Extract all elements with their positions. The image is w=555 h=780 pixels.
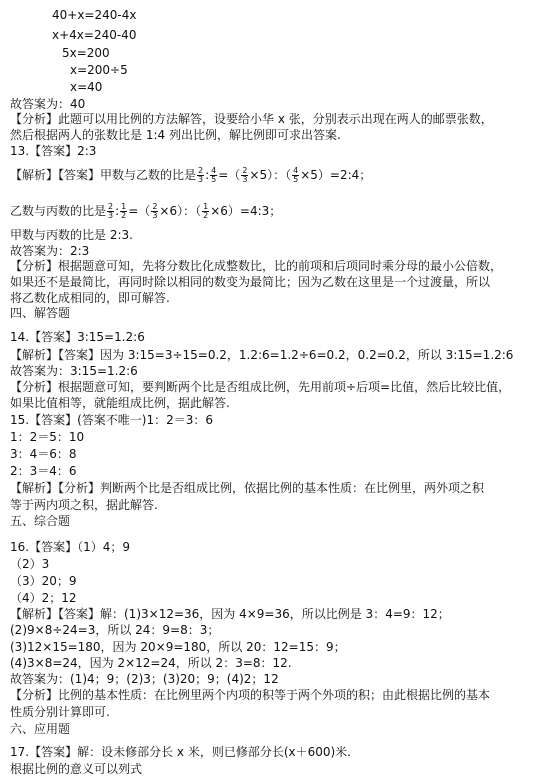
fraction: $\frac{4}{5}$	[211, 166, 217, 184]
answer-item: （4）2；12	[10, 591, 77, 605]
question-heading: 15.【答案】(答案不唯一)1：2＝3：6	[10, 413, 213, 427]
jiexi-line: 【解析】【答案】因为 3:15=3÷15=0.2，1.2:6=1.2÷6=0.2，0.2=0.2，所以 3:15=1.2:6	[10, 348, 514, 362]
line-text: ×6）：（	[159, 204, 202, 218]
equation-step: x=200÷5	[70, 63, 128, 77]
analysis-line: 性质分别计算即可.	[10, 705, 110, 719]
jiexi-line: (2)9×8÷24=3，所以 24：9=8：3；	[10, 623, 220, 637]
fraction: $\frac{2}{3}$	[242, 166, 248, 184]
answer-line: 故答案为：3:15=1.2:6	[10, 364, 138, 378]
fraction: $\frac{2}{3}$	[152, 202, 158, 220]
section-heading: 四、解答题	[10, 306, 71, 320]
analysis-line: 【分析】根据题意可知，先将分数比化成整数比，比的前项和后项同时乘分母的最小公倍数，	[10, 259, 503, 273]
equation-step: x=40	[70, 80, 103, 94]
equation-step: x+4x=240-40	[52, 28, 137, 42]
ratio-line-bc	[10, 200, 281, 222]
section-heading: 五、综合题	[10, 514, 71, 528]
analysis-line: 如果比值相等，就能组成比例，据此解答.	[10, 396, 230, 410]
ratio-example: 1：2＝5：10	[10, 430, 85, 444]
line-text: =（	[218, 168, 241, 182]
analysis-line: 【分析】此题可以用比例的方法解答，设要给小华 x 张，分别表示出现在两人的邮票张数，	[10, 112, 493, 126]
analysis-line: 如果还不是最简比，再同时除以相同的数变为最简比；因为乙数在这里是一个过渡量，所以	[10, 275, 491, 289]
analysis-line: 等于两内项之积，据此解答.	[10, 498, 158, 512]
fraction: $\frac{1}{2}$	[121, 202, 127, 220]
colon: :	[205, 168, 210, 182]
question-heading: 13.【答案】2:3	[10, 144, 97, 158]
ratio-line-ab	[10, 164, 371, 186]
result-line: 甲数与丙数的比是 2:3.	[10, 228, 133, 242]
analysis-line: 【解析】【分析】判断两个比是否组成比例，依据比例的基本性质：在比例里，两外项之积	[10, 481, 485, 495]
line-text: ×5）=2:4；	[300, 168, 372, 182]
analysis-line: 【分析】根据题意可知，要判断两个比是否组成比例，先用前项÷后项=比值，然后比较比值，	[10, 380, 511, 394]
line-text: =（	[128, 204, 151, 218]
answer-item: （3）20；9	[10, 574, 77, 588]
text-line: 根据比例的意义可以列式	[10, 762, 143, 776]
answer-item: （2）3	[10, 557, 50, 571]
line-text: 乙数与丙数的比是	[10, 204, 107, 218]
section-heading: 六、应用题	[10, 722, 71, 736]
answer-line: 故答案为：40	[10, 97, 86, 111]
line-text: ×6）=4:3；	[210, 204, 282, 218]
question-heading: 17.【答案】解：设未修部分长 x 米，则已修部分长(x＋600)米.	[10, 745, 352, 759]
jiexi-line: 【解析】【答案】解：(1)3×12=36，因为 4×9=36，所以比例是 3：4=9：12；	[10, 607, 450, 621]
jiexi-line: (4)3×8=24，因为 2×12=24，所以 2：3=8：12.	[10, 656, 292, 670]
equation-step: 5x=200	[62, 46, 110, 60]
fraction: $\frac{4}{5}$	[293, 166, 299, 184]
ratio-example: 3：4＝6：8	[10, 447, 77, 461]
jiexi-line: (3)12×15=180，因为 20×9=180，所以 20：12=15：9；	[10, 640, 346, 654]
fraction: $\frac{2}{3}$	[108, 202, 114, 220]
colon: :	[115, 204, 120, 218]
ratio-example: 2：3＝4：6	[10, 464, 77, 478]
answer-line: 故答案为：(1)4；9；(2)3；(3)20；9；(4)2；12	[10, 672, 279, 686]
analysis-line: 然后根据两人的张数比是 1:4 列出比例，解比例即可求出答案.	[10, 128, 341, 142]
question-heading: 16.【答案】（1）4；9	[10, 540, 130, 554]
equation-step: 40+x=240-4x	[52, 8, 137, 22]
line-text: ×5）：（	[249, 168, 292, 182]
analysis-line: 将乙数化成相同的，即可解答.	[10, 291, 170, 305]
analysis-line: 【分析】比例的基本性质：在比例里两个内项的积等于两个外项的积；由此根据比例的基本	[10, 688, 491, 702]
question-heading: 14.【答案】3:15=1.2:6	[10, 330, 145, 344]
line-text: 【解析】【答案】甲数与乙数的比是	[10, 168, 197, 182]
answer-line: 故答案为：2:3	[10, 244, 90, 258]
fraction: $\frac{1}{2}$	[203, 202, 209, 220]
fraction: $\frac{2}{3}$	[198, 166, 204, 184]
